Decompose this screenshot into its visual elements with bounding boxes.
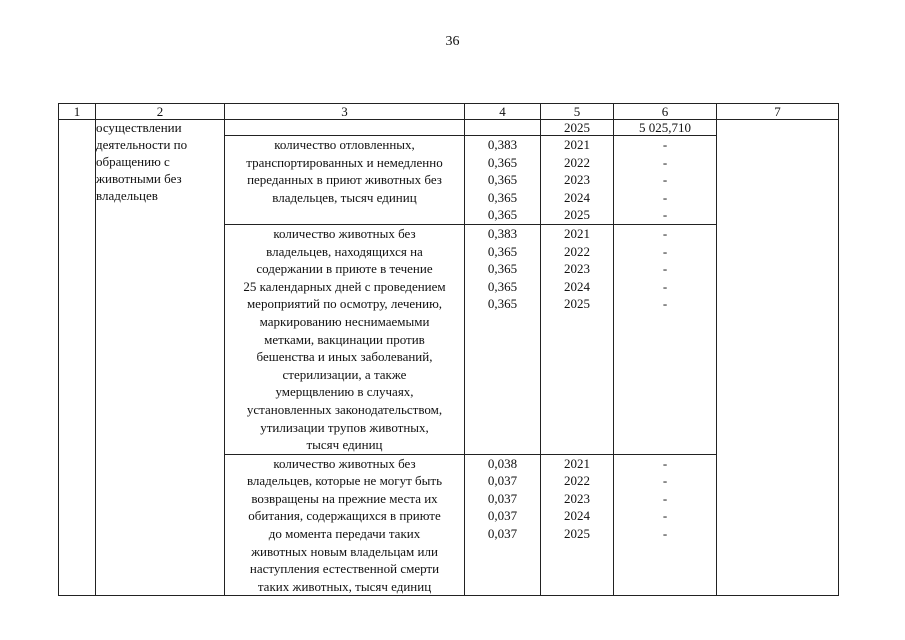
year-item: 2025 (564, 296, 590, 312)
indicator-line: мероприятий по осмотру, лечению, (246, 296, 443, 312)
program-table (58, 103, 839, 596)
year-item: 2022 (564, 243, 590, 259)
year-item: 2021 (564, 137, 590, 152)
indicator-line: транспортированных и немедленно (246, 154, 443, 170)
year-item: 2021 (564, 225, 590, 241)
header-cell-5: 5 (541, 104, 614, 120)
year-cell (541, 224, 614, 454)
amount-item: - (662, 296, 668, 312)
indicator-line: бешенства и иных заболеваний, (256, 349, 433, 365)
header-cell-4: 4 (465, 104, 541, 120)
value-item: 0,038 (487, 455, 518, 471)
year-item: 2025 (564, 526, 590, 542)
indicator-line: 25 календарных дней с проведением (243, 278, 446, 294)
value-cell (465, 224, 541, 454)
header-cell-3: 3 (225, 104, 465, 120)
value-item: 0,037 (487, 490, 518, 506)
activity-description-cell (96, 120, 225, 596)
year-cell (541, 136, 614, 225)
indicator-line: количество животных без (273, 455, 416, 471)
amount-cell (614, 224, 717, 454)
indicator-line: утилизации трупов животных, (260, 419, 429, 435)
indicator-cell-empty (225, 120, 465, 136)
amount-item: - (662, 508, 668, 524)
indicator-cell (225, 224, 465, 454)
value-cell-empty (465, 120, 541, 136)
indicator-line: переданных в приют животных без (247, 172, 442, 188)
page-number: 36 (445, 34, 460, 49)
indicator-line: количество отловленных, (274, 137, 415, 152)
value-cell (465, 136, 541, 225)
value-item: 0,037 (487, 526, 518, 542)
year-cell: 2025 (541, 120, 614, 136)
value-item: 0,365 (487, 172, 518, 188)
indicator-line: маркированию неснимаемыми (259, 313, 430, 329)
value-item: 0,383 (487, 137, 518, 152)
year-cell (541, 454, 614, 596)
year-item: 2024 (564, 278, 590, 294)
amount-item: - (662, 278, 668, 294)
amount-item: - (662, 473, 668, 489)
indicator-line: содержании в приюте в течение (256, 261, 433, 277)
indicator-line: возвращены на прежние места их (251, 490, 438, 506)
amount-item: - (662, 243, 668, 259)
indicator-line: обитания, содержащихся в приюте (248, 508, 441, 524)
indicator-line: умерщвлению в случаях, (275, 384, 414, 400)
year-item: 2023 (564, 261, 590, 277)
indicator-line: тысяч единиц (306, 437, 383, 453)
amount-cell (614, 454, 717, 596)
table-header-row (59, 104, 839, 120)
year-item: 2022 (564, 154, 590, 170)
indicator-line: установленных законодательством, (246, 401, 443, 417)
indicator-line: наступления естественной смерти (249, 561, 440, 577)
amount-item: - (662, 207, 668, 223)
value-item: 0,365 (487, 261, 518, 277)
indicator-cell (225, 454, 465, 596)
amount-cell (614, 136, 717, 225)
indicator-line: таких животных, тысяч единиц (257, 578, 432, 594)
activity-line: обращению с (96, 154, 170, 169)
year-item: 2024 (564, 189, 590, 205)
value-item: 0,037 (487, 508, 518, 524)
activity-line: деятельности по (96, 137, 188, 152)
value-item: 0,365 (487, 296, 518, 312)
indicator-line: количество животных без (273, 225, 416, 241)
indicator-line: животных новым владельцам или (251, 543, 438, 559)
value-item: 0,037 (487, 473, 518, 489)
value-item: 0,365 (487, 243, 518, 259)
indicator-line: метками, вакцинации против (264, 331, 425, 347)
year-item: 2023 (564, 490, 590, 506)
year-item: 2024 (564, 508, 590, 524)
value-item: 0,365 (487, 278, 518, 294)
year-item: 2021 (564, 455, 590, 471)
col7-cell (717, 120, 839, 596)
amount-item: - (662, 261, 668, 277)
col1-cell (59, 120, 96, 596)
year-item: 2025 (564, 207, 590, 223)
value-item: 0,383 (487, 225, 518, 241)
amount-item: - (662, 490, 668, 506)
value-item: 0,365 (487, 207, 518, 223)
year-item: 2023 (564, 172, 590, 188)
table-row (59, 120, 839, 136)
amount-item: - (662, 137, 668, 152)
amount-item: - (662, 526, 668, 542)
indicator-line: владельцев, находящихся на (266, 243, 423, 259)
activity-line: осуществлении (96, 120, 182, 135)
indicator-line: владельцев, которые не могут быть (246, 473, 443, 489)
value-item: 0,365 (487, 154, 518, 170)
amount-item: - (662, 225, 668, 241)
header-cell-2: 2 (96, 104, 225, 120)
amount-item: - (662, 154, 668, 170)
amount-item: - (662, 455, 668, 471)
header-cell-6: 6 (614, 104, 717, 120)
value-item: 0,365 (487, 189, 518, 205)
year-item: 2022 (564, 473, 590, 489)
activity-line: владельцев (96, 188, 158, 203)
indicator-line: до момента передачи таких (268, 526, 421, 542)
header-cell-7: 7 (717, 104, 839, 120)
amount-item: - (662, 172, 668, 188)
indicator-line: стерилизации, а также (282, 366, 407, 382)
indicator-cell (225, 136, 465, 225)
amount-item: - (662, 189, 668, 205)
value-cell (465, 454, 541, 596)
indicator-line: владельцев, тысяч единиц (272, 189, 417, 205)
activity-line: животными без (96, 171, 182, 186)
header-cell-1: 1 (59, 104, 96, 120)
amount-cell: 5 025,710 (614, 120, 717, 136)
